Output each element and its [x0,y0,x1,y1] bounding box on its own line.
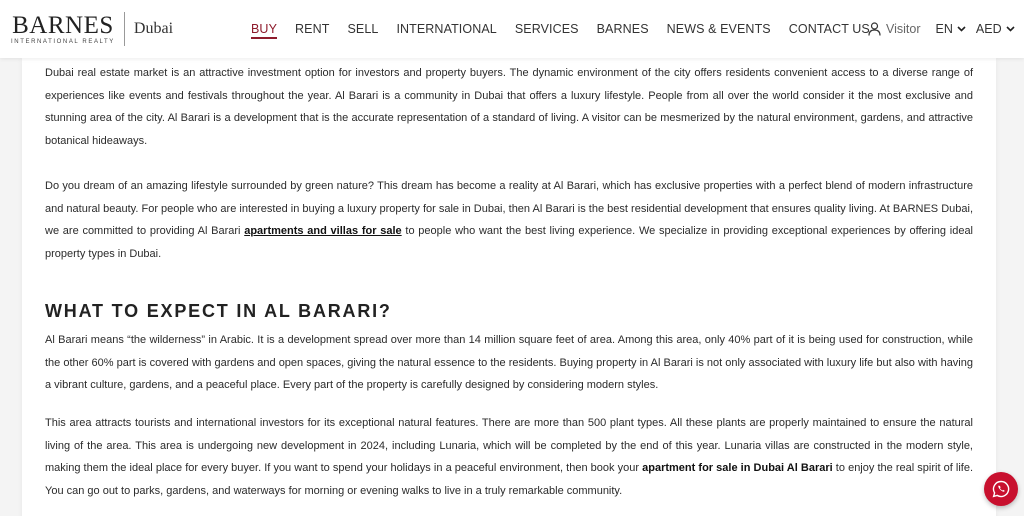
nav-rent[interactable]: RENT [295,22,330,36]
header-tools [868,0,1024,58]
logo-city: Dubai [133,20,174,37]
nav-sell[interactable]: SELL [347,22,379,36]
article-paragraph [45,412,973,502]
visitor-button[interactable] [868,22,921,36]
nav-services[interactable]: SERVICES [514,22,579,36]
logo-wordmark [11,11,115,45]
paragraph-text: to people who want the best living experience. We specialize in providing exceptional experiences by offering ideal property types in Dubai. [45,225,974,260]
whatsapp-icon [992,480,1010,498]
chevron-down-icon [1006,26,1015,32]
paragraph-text: to enjoy the real spirit of life. You can go out to parks, gardens, and waterways for morning or evening walks to live in a truly remarkable community. [45,462,974,497]
language-value: EN [935,22,953,36]
article-paragraph: Al Barari means “the wilderness” in Arabic. It is a development spread over more than 14 million square feet of area. Among this area, only 40% part of it is being used for construction, while the other 60% part is covered with gardens and open spaces, giving the natural essence to the residents. Buying property in Al Barari is not only associated with luxury life but also with having a vibrant culture, gardens, and a peaceful place. Every part of the property is carefully designed by considering modern styles. [45,334,973,391]
apartments-villas-link[interactable]: apartments and villas for sale [244,225,402,237]
logo-name: BARNES [12,11,114,39]
chevron-down-icon [957,26,966,32]
nav-news-events[interactable]: NEWS & EVENTS [666,22,771,36]
paragraph-text: Do you dream of an amazing lifestyle surrounded by green nature? This dream has become a reality at Al Barari, which has exclusive properties with a perfect blend of modern infrastructure and natural beauty. For people who are interested in buying a luxury property for sale in Dubai, then Al Barari is the best residential development that ensures quality living. At BARNES Dubai, we are committed to providing Al Barari [45,180,973,237]
nav-barnes[interactable]: BARNES [596,22,649,36]
section-heading: WHAT TO EXPECT IN AL BARARI? [45,301,392,321]
paragraph-text: This area attracts tourists and international investors for its exceptional natural features. There are more than 500 plant types. All these plants are properly maintained to ensure the natural living of the area. This area is undergoing new development in 2024, including Lunaria, which will be completed by the end of this year. Lunaria villas are constructed in the modern style, making them the ideal place for every buyer. If you want to spend your holidays in a peaceful environment, then book your [45,417,973,474]
language-select[interactable] [936,22,966,36]
currency-select[interactable] [976,22,1015,36]
currency-value: AED [975,22,1002,36]
visitor-label: Visitor [886,22,921,36]
chat-button[interactable] [984,472,1018,506]
site-header [0,0,1024,58]
nav-contact-us[interactable]: CONTACT US [788,22,870,36]
brand-logo[interactable] [11,12,173,46]
logo-tagline: INTERNATIONAL REALTY [11,38,115,45]
main-nav [251,0,888,58]
article-paragraph [45,175,973,265]
nav-international[interactable]: INTERNATIONAL [396,22,497,36]
user-icon [868,22,881,36]
logo-divider [124,12,125,46]
nav-buy[interactable]: BUY [251,0,277,58]
article-paragraph: Dubai real estate market is an attractive investment option for investors and property buyers. The dynamic environment of the city offers residents convenient access to a diverse range of experiences like events and festivals throughout the year. Al Barari is a community in Dubai that offers a luxury lifestyle. People from all over the world consider it the most exclusive and stunning area of the city. Al Barari is a development that is the accurate representation of a standard of living. A visitor can be mesmerized by the natural environment, gardens, and attractive botanical hideaways. [45,67,973,147]
apartment-for-sale-text: apartment for sale in Dubai Al Barari [642,462,833,474]
